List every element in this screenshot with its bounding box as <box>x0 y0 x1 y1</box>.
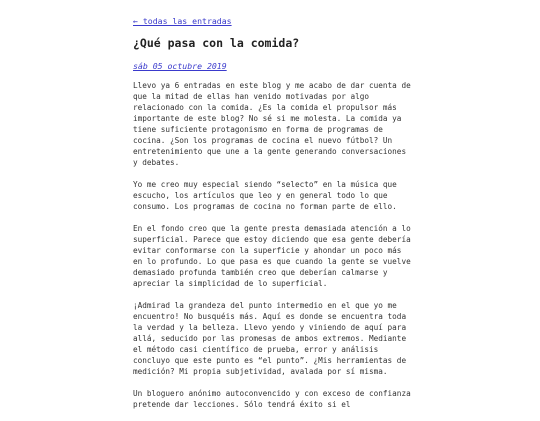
post-date-link[interactable]: sáb 05 octubre 2019 <box>133 61 227 71</box>
post-body <box>133 80 413 421</box>
post-paragraph: En el fondo creo que la gente presta demasiada atención a lo superficial. Parece que estoy diciendo que esa gente debería evitar conformarse con la superficie y ahondar un poco más en lo profundo. Lo que pasa es que cuando la gente se vuelve demasiado profunda también creo que deberían calmarse y apreciar la simplicidad de lo superficial. <box>133 224 411 288</box>
post-title: ¿Qué pasa con la comida? <box>133 36 300 50</box>
post-paragraph: Yo me creo muy especial siendo “selecto” en la música que escucho, los artículos que leo y en general todo lo que consumo. Los programas de cocina no forman parte de ello. <box>133 180 397 211</box>
post-paragraph: Llevo ya 6 entradas en este blog y me acabo de dar cuenta de que la mitad de ellas han venido motivadas por algo relacionado con la comida. ¿Es la comida el propulsor más importante de este blog? No sé si me molesta. La comida ya tiene suficiente protagonismo en forma de programas de cocina. ¿Son los programas de cocina el nuevo fútbol? Un entretenimiento que une a la gente generando conversaciones y debates. <box>133 81 411 167</box>
back-to-all-entries-link[interactable]: ← todas las entradas <box>133 16 232 26</box>
post-paragraph: ¡Admirad la grandeza del punto intermedio en el que yo me encuentro! No busquéis más. Aquí es donde se encuentra toda la verdad y la belleza. Llevo yendo y viniendo de aquí para allá, seducido por las promesas de ambos extremos. Mediante el método casi científico de prueba, error y análisis concluyo que este punto es “el punto”. ¿Mis herramientas de medición? Mi propia subjetividad, avalada por sí misma. <box>133 301 407 376</box>
post-paragraph: Un bloguero anónimo autoconvencido y con exceso de confianza pretende dar lecciones. Sólo tendrá éxito si el <box>133 389 411 409</box>
